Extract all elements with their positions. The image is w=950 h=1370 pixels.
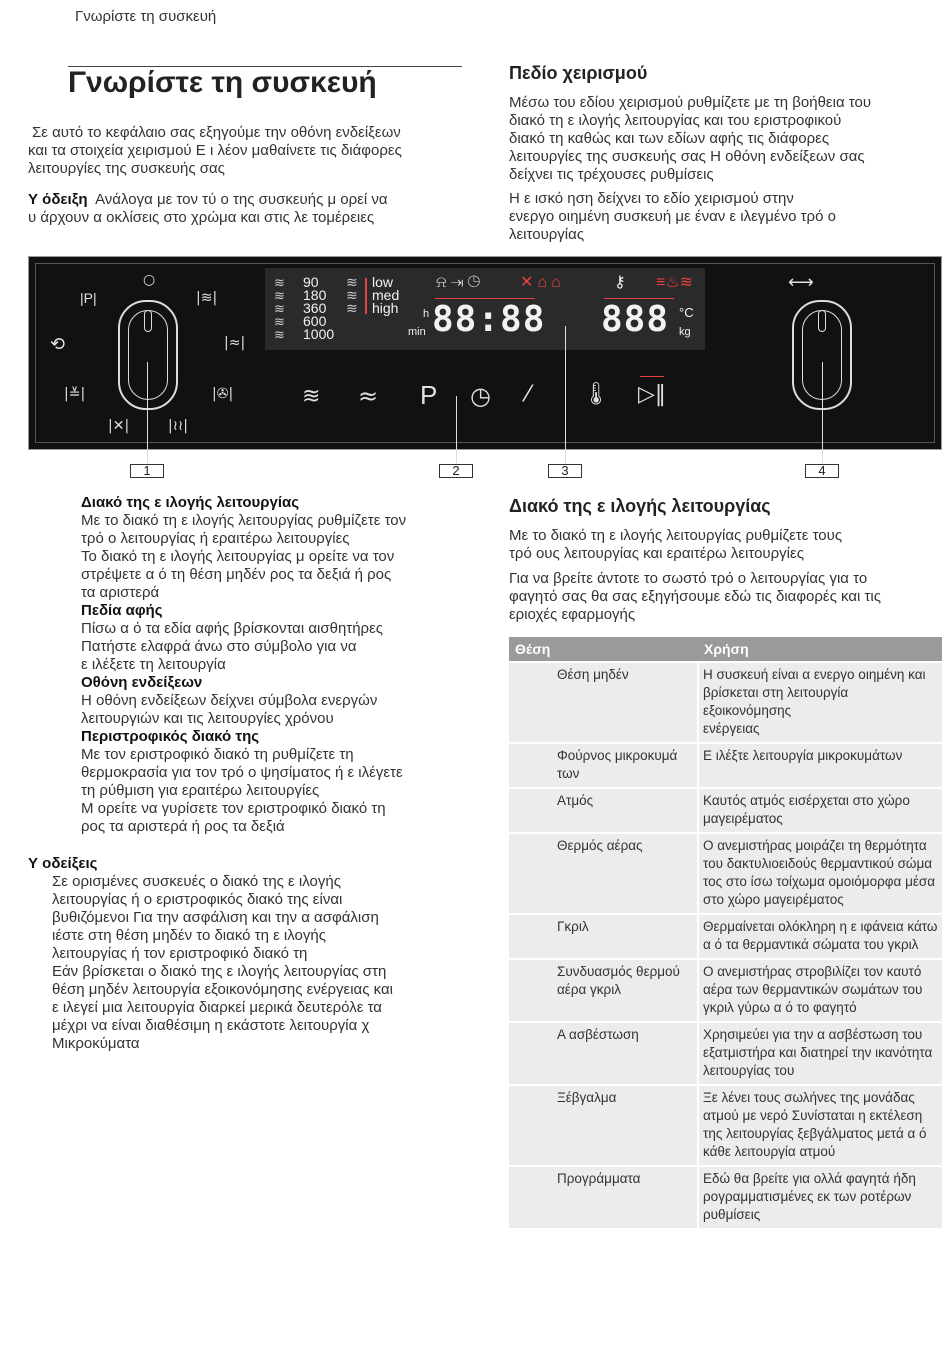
notes-line: Σε ορισμένες συσκευές ο διακό της ε ιλογής <box>52 873 341 890</box>
use-text: γκριλ γύρω α ό το φαγητό <box>703 1000 857 1015</box>
notes-line: θέση μηδέν λειτουργία εξοικονόμησης ενέργειας και <box>52 981 393 998</box>
icon-cell <box>509 914 553 959</box>
level-med: med <box>372 287 400 303</box>
position-cell <box>553 959 698 1022</box>
position-cell <box>553 788 698 833</box>
legend-line: Με το διακό τη ε ιλογής λειτουργίας ρυθμίζετε τον <box>81 512 407 529</box>
use-cell <box>698 1085 942 1166</box>
position-text: Θερμός αέρας <box>557 838 643 853</box>
use-text: ατμού με νερό Συνίσταται η εκτέλεση <box>703 1108 923 1123</box>
use-text: κάθε λειτουργία ατμού <box>703 1144 836 1159</box>
unit-celsius: °C <box>679 305 694 320</box>
note-block <box>28 191 468 227</box>
icon-cell <box>509 1166 553 1228</box>
use-cell <box>698 1166 942 1228</box>
unit-minutes: min <box>408 326 426 338</box>
level-low: low <box>372 274 394 290</box>
position-text: Προγράμματα <box>557 1171 641 1186</box>
use-cell <box>698 743 942 788</box>
legend-item-2 <box>81 602 471 674</box>
notes-line: ιέστε στη θέση μηδέν το διακό τη ε ιλογής <box>52 927 326 944</box>
icon-cell <box>509 959 553 1022</box>
notes-line: Μικροκύματα <box>52 1035 140 1052</box>
use-text: αέρα των θερμαντικών σωμάτων του <box>703 982 923 997</box>
timer-icons: ⍾⇥◷ <box>436 274 485 291</box>
icon-cell <box>509 788 553 833</box>
use-cell <box>698 914 942 959</box>
position-text: αέρα γκριλ <box>557 982 621 997</box>
text-line: διακό τη ε ιλογής λειτουργίας και του εριστροφικού <box>509 112 842 129</box>
use-cell <box>698 788 942 833</box>
use-text: της λειτουργίας ξεβγάλματος μετά α ό <box>703 1126 927 1141</box>
notes-line: Εάν βρίσκεται ο διακό της ε ιλογής λειτουργίας στη <box>52 963 387 980</box>
legend-line: τρό ο λειτουργίας ή εραιτέρω λειτουργίες <box>81 530 350 547</box>
icon-cell <box>509 1022 553 1085</box>
child-lock-icon: ⚷ <box>614 274 626 291</box>
heating-touch-icon[interactable]: 🌡 <box>582 382 610 407</box>
callout-line-2 <box>456 396 457 464</box>
timer-touch-icon[interactable]: ◷ <box>470 382 491 410</box>
legend-line: στρέψετε α ό τη θέση μηδέν ρος τα δεξιά ή ρος <box>81 566 392 583</box>
use-cell <box>698 833 942 914</box>
programmes-icon: |P| <box>80 290 97 306</box>
callout-line-4 <box>822 362 823 464</box>
icon-cell <box>509 1085 553 1166</box>
legend-line: τα αριστερά <box>81 584 160 601</box>
use-cell <box>698 959 942 1022</box>
notes-line: μέχρι να είναι διαθέσιμη η εκάστοτε λειτουργία χ <box>52 1017 370 1034</box>
power-180: 180 <box>303 287 327 303</box>
use-text: λειτουργίας του <box>703 1063 795 1078</box>
column-header-use: Χρήση <box>698 637 942 662</box>
notes-label: Υ οδείξεις <box>28 855 98 872</box>
legend-line: Το διακό τη ε ιλογής λειτουργίας μ ορείτε να τον <box>81 548 395 565</box>
legend-list <box>81 494 471 836</box>
table-row <box>509 1022 942 1085</box>
text-line: Με το διακό τη ε ιλογής λειτουργίας ρυθμίζετε τους <box>509 527 843 544</box>
control-field-title: Πεδίο χειρισμού <box>509 63 648 83</box>
selector-section-title: Διακό της ε ιλογής λειτουργίας <box>509 496 771 516</box>
table-row <box>509 1085 942 1166</box>
power-1000: 1000 <box>303 326 335 342</box>
rotate-arrow-icon: ⟷ <box>788 272 814 293</box>
control-field-paragraph-2 <box>509 190 939 244</box>
text-line: Για να βρείτε άντοτε το σωστό τρό ο λειτουργίας για το <box>509 570 868 587</box>
steam-icon: |≚| <box>64 386 86 402</box>
intro-paragraph <box>28 124 468 178</box>
callout-4: 4 <box>805 464 839 478</box>
use-text: βρίσκεται στη λειτουργία εξοικονόμησης <box>703 685 849 718</box>
use-text: Η συσκευή είναι α ενεργο οιημένη και <box>703 667 926 682</box>
legend-term: Διακό της ε ιλογής λειτουργίας <box>81 494 300 511</box>
heating-indicator-icon: ≡♨≋ <box>656 274 694 291</box>
unit-hours: h <box>423 308 430 320</box>
table-row <box>509 959 942 1022</box>
notes-block <box>28 855 468 1053</box>
notes-line: λειτουργίας ή ο εριστροφικός διακό της είναι <box>52 891 343 908</box>
legend-line: Με τον εριστροφικό διακό τη ρυθμίζετε τη <box>81 746 354 763</box>
callout-3: 3 <box>548 464 582 478</box>
note-line: Ανάλογα με τον τύ ο της συσκευής μ ορεί να <box>95 191 388 208</box>
use-text: Καυτός ατμός εισέρχεται στο χώρο <box>703 793 910 808</box>
legend-term: Πεδία αφής <box>81 602 163 619</box>
programme-touch-icon[interactable]: P <box>420 380 438 410</box>
position-cell <box>553 743 698 788</box>
use-text: ενέργειας <box>703 721 760 736</box>
legend-line: λειτουργιών και τις λειτουργίες χρόνου <box>81 710 334 727</box>
legend-term: Οθόνη ενδείξεων <box>81 674 203 691</box>
descaling-icon: ⟲ <box>50 334 66 355</box>
use-text: Θερμαίνεται ολόκληρη η ε ιφάνεια κάτω <box>703 919 938 934</box>
note-line: υ άρχουν α οκλίσεις στο χρώμα και στις λε τομέρειες <box>28 209 375 226</box>
icon-cell <box>509 743 553 788</box>
temperature-display: 888 <box>601 299 670 340</box>
hot-air-grill-icon: |≈| <box>224 335 246 351</box>
rinse-icon: |✕| <box>108 418 130 434</box>
microwave-icon: |≀≀| <box>168 418 188 434</box>
power-360: 360 <box>303 300 327 316</box>
position-cell <box>553 1166 698 1228</box>
callout-line-3 <box>565 326 566 464</box>
icon-cell <box>509 662 553 743</box>
notes-line: λειτουργίας ή τον εριστροφικό διακό τη <box>52 945 308 962</box>
text-line: λειτουργίες της συσκευής σας Η οθόνη ενδείξεων σας <box>509 148 865 165</box>
steam-level-list <box>372 276 399 315</box>
text-line: Η ε ισκό ηση δείχνει το εδίο χειρισμού στην <box>509 190 794 207</box>
table-row <box>509 662 942 743</box>
note-label: Υ όδειξη <box>28 191 88 208</box>
intro-line: Σε αυτό το κεφάλαιο σας εξηγούμε την οθόνη ενδείξεων <box>32 124 401 141</box>
use-text: Ε ιλέξτε λειτουργία μικροκυμάτων <box>703 748 903 763</box>
unit-kilogram: kg <box>679 326 691 338</box>
column-header-position: Θέση <box>509 637 698 662</box>
intro-line: λειτουργίες της συσκευής σας <box>28 160 225 177</box>
selector-paragraph-1 <box>509 527 939 563</box>
start-indicator-bar <box>640 376 664 377</box>
running-header: Γνωρίστε τη συσκευή <box>75 8 217 25</box>
text-line: ενεργο οιημένη συσκευή με έναν ε ιλεγμένο τρό ο <box>509 208 836 225</box>
notes-line: ε ιλεγεί μια λειτουργία διαρκεί μερικά δευτερόλε τα <box>52 999 382 1016</box>
text-line: διακό τη καθώς και των εδίων αφής τις διάφορες <box>509 130 830 147</box>
position-text: Συνδυασμός θερμού <box>557 964 680 979</box>
position-text: Ατμός <box>557 793 594 808</box>
zero-position-icon: ○ <box>143 272 156 288</box>
level-high: high <box>372 300 399 316</box>
position-text: Γκριλ <box>557 919 589 934</box>
grill-icon: |≋| <box>196 290 218 306</box>
knob-pointer <box>144 310 152 332</box>
notes-line: βυθιζόμενοι Για την ασφάλιση και την α ασφάλιση <box>52 909 379 926</box>
legend-line: Πατήστε ελαφρά άνω στο σύμβολο για να <box>81 638 357 655</box>
text-line: δείχνει τις τρέχουσες ρυθμίσεις <box>509 166 714 183</box>
function-table <box>509 637 942 1228</box>
level-indicator-bar <box>365 278 367 314</box>
start-stop-touch-icon[interactable]: ▷‖ <box>638 382 666 407</box>
status-warning-icons: ✕⌂⌂ <box>520 274 565 291</box>
position-cell <box>553 1022 698 1085</box>
legend-line: θερμοκρασία για τον τρό ο ψησίματος ή ε ιλέγετε <box>81 764 403 781</box>
use-text: Χρησιμεύει για την α ασβέστωση του <box>703 1027 923 1042</box>
text-line: λειτουργίας <box>509 226 585 243</box>
selector-paragraph-2 <box>509 570 941 624</box>
position-cell <box>553 914 698 959</box>
microwave-power-list <box>303 276 334 341</box>
icon-cell <box>509 833 553 914</box>
position-cell <box>553 1085 698 1166</box>
callout-2: 2 <box>439 464 473 478</box>
use-text: στο χώρο μαγειρέματος <box>703 892 844 907</box>
use-text: τος στο ίσω τοίχωμα ομοιόμορφα μέσα <box>703 874 936 889</box>
use-text: εξατμιστήρα και διατηρεί την ικανότητα <box>703 1045 933 1060</box>
position-text: των <box>557 766 580 781</box>
table-header-row <box>509 637 942 662</box>
steam-touch-icon[interactable]: ≈ <box>358 382 379 410</box>
table-row <box>509 1166 942 1228</box>
microwave-waves-icon: ≋ ≋ ≋ ≋ ≋ <box>274 275 285 342</box>
legend-line: Πίσω α ό τα εδία αφής βρίσκονται αισθητήρες <box>81 620 384 637</box>
legend-item-1 <box>81 494 471 602</box>
text-line: φαγητό σας θα σας εξηγήσουμε εδώ τις διαφορές και τις <box>509 588 881 605</box>
power-90: 90 <box>303 274 319 290</box>
use-cell <box>698 1022 942 1085</box>
use-text: Εδώ θα βρείτε για ολλά φαγητά ήδη <box>703 1171 916 1186</box>
legend-line: ρος τα αριστερά ή ρος τα δεξιά <box>81 818 285 835</box>
control-field-paragraph-1 <box>509 94 939 184</box>
text-line: εριοχές εφαρμογής <box>509 606 636 623</box>
text-line: τρό ους λειτουργίας και εραιτέρω λειτουργίες <box>509 545 804 562</box>
callout-1: 1 <box>130 464 164 478</box>
use-text: Ο ανεμιστήρας μοιράζει τη θερμότητα <box>703 838 927 853</box>
use-text: ρογραμματισμένες εκ των ροτέρων <box>703 1189 912 1204</box>
page-title: Γνωρίστε τη συσκευή <box>68 66 377 99</box>
text-line: Μέσω του εδίου χειρισμού ρυθμίζετε με τη βοήθεια του <box>509 94 872 111</box>
legend-line: Η οθόνη ενδείξεων δείχνει σύμβολα ενεργών <box>81 692 378 709</box>
legend-item-4 <box>81 728 471 836</box>
table-row <box>509 833 942 914</box>
use-cell <box>698 662 942 743</box>
position-text: Φούρνος μικροκυμά <box>557 748 678 763</box>
position-cell <box>553 833 698 914</box>
use-text: Ξε λένει τους σωλήνες της μονάδας <box>703 1090 915 1105</box>
legend-term: Περιστροφικός διακό της <box>81 728 260 745</box>
microwave-touch-icon[interactable]: ≋ <box>302 384 321 409</box>
table-row <box>509 914 942 959</box>
hot-air-icon: |✇| <box>212 386 234 402</box>
legend-line: Μ ορείτε να γυρίσετε τον εριστροφικό διακό τη <box>81 800 386 817</box>
use-text: μαγειρέματος <box>703 811 783 826</box>
use-text: του δακτυλιοειδούς θερμαντικού σώμα <box>703 856 933 871</box>
use-text: Ο ανεμιστήρας στροβιλίζει τον καυτό <box>703 964 922 979</box>
legend-line: τη ρύθμιση για εραιτέρω λειτουργίες <box>81 782 320 799</box>
callout-line-1 <box>147 362 148 464</box>
time-display: 88:88 <box>432 299 546 340</box>
rotary-knob-pointer <box>818 310 826 332</box>
temp-weight-touch-icon[interactable]: ⁄ <box>526 382 530 407</box>
power-600: 600 <box>303 313 327 329</box>
use-text: α ό τα θερμαντικά σώματα του γκριλ <box>703 937 919 952</box>
steam-level-icon: ≋ ≋ ≋ <box>346 274 358 316</box>
position-cell <box>553 662 698 743</box>
legend-line: ε ιλέξετε τη λειτουργία <box>81 656 226 673</box>
legend-item-3 <box>81 674 471 728</box>
position-text: Α ασβέστωση <box>557 1027 639 1042</box>
use-text: ρυθμίσεις <box>703 1207 761 1222</box>
intro-line: και τα στοιχεία χειρισμού Ε ι λέον μαθαίνετε τις διάφορες <box>28 142 402 159</box>
table-row <box>509 788 942 833</box>
table-row <box>509 743 942 788</box>
position-text: Ξέβγαλμα <box>557 1090 617 1105</box>
position-text: Θέση μηδέν <box>557 667 629 682</box>
